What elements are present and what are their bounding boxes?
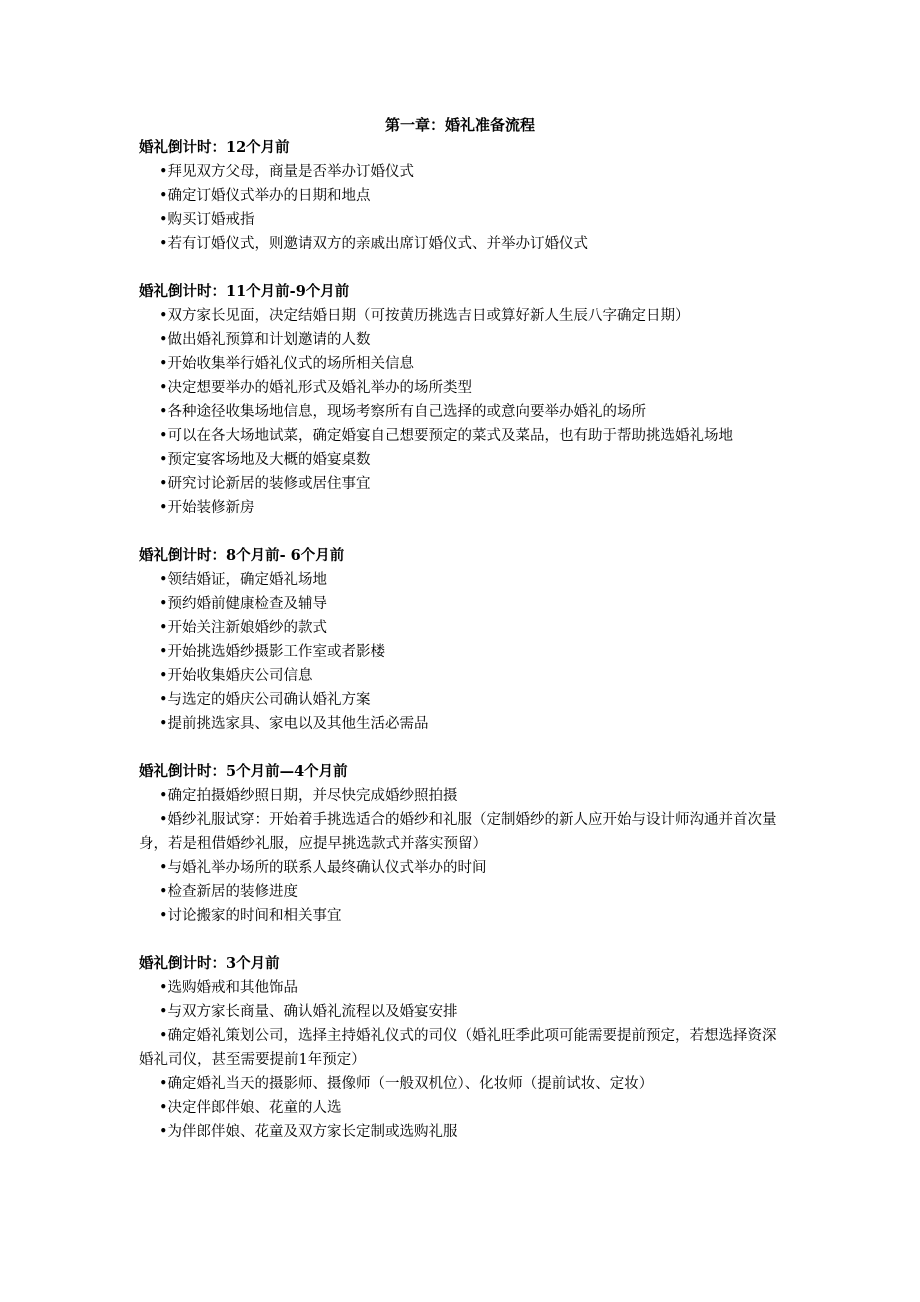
list-item: •若有订婚仪式，则邀请双方的亲戚出席订婚仪式、并举办订婚仪式 [159,236,589,252]
list-item: •决定想要举办的婚礼形式及婚礼举办的场所类型 [159,380,473,396]
list-item: •确定订婚仪式举办的日期和地点 [159,188,371,204]
list-item: •开始收集举行婚礼仪式的场所相关信息 [159,356,415,372]
section-heading: 婚礼倒计时：3个月前 [139,955,280,972]
list-item: •做出婚礼预算和计划邀请的人数 [159,332,371,348]
list-item: •选购婚戒和其他饰品 [159,980,299,996]
section-heading: 婚礼倒计时：11个月前-9个月前 [139,283,350,300]
list-item: •提前挑选家具、家电以及其他生活必需品 [159,716,429,732]
list-item: •开始收集婚庆公司信息 [159,668,313,684]
section-11-9-months [139,280,789,520]
list-item: •确定拍摄婚纱照日期，并尽快完成婚纱照拍摄 [159,788,458,804]
list-item: •研究讨论新居的装修或居住事宜 [159,476,371,492]
list-item: •开始挑选婚纱摄影工作室或者影楼 [159,644,386,660]
list-item: •可以在各大场地试菜，确定婚宴自己想要预定的菜式及菜品，也有助于帮助挑选婚礼场地 [159,428,734,444]
list-item: •确定婚礼当天的摄影师、摄像师（一般双机位）、化妆师（提前试妆、定妆） [159,1076,654,1092]
section-3-months [139,952,789,1144]
section-12-months [139,136,789,256]
list-item: •讨论搬家的时间和相关事宜 [159,908,342,924]
list-item: •预定宴客场地及大概的婚宴桌数 [159,452,371,468]
list-item: •领结婚证，确定婚礼场地 [159,572,328,588]
list-item: •为伴郎伴娘、花童及双方家长定制或选购礼服 [159,1124,458,1140]
list-item: •拜见双方父母，商量是否举办订婚仪式 [159,164,415,180]
section-heading: 婚礼倒计时：8个月前- 6个月前 [139,547,345,564]
list-item: •预约婚前健康检查及辅导 [159,596,328,612]
document-body [139,136,789,1168]
section-8-6-months [139,544,789,736]
list-item: •开始关注新娘婚纱的款式 [159,620,328,636]
section-heading: 婚礼倒计时：12个月前 [139,139,290,156]
list-item: •购买订婚戒指 [159,212,255,228]
section-heading: 婚礼倒计时：5个月前—4个月前 [139,763,348,780]
list-item: •决定伴郎伴娘、花童的人选 [159,1100,342,1116]
list-item: •确定婚礼策划公司，选择主持婚礼仪式的司仪（婚礼旺季此项可能需要提前预定，若想选择资深婚礼司仪，甚至需要提前1年预定） [139,1028,777,1068]
list-item: •与选定的婚庆公司确认婚礼方案 [159,692,371,708]
list-item: •与双方家长商量、确认婚礼流程以及婚宴安排 [159,1004,458,1020]
list-item: •各种途径收集场地信息，现场考察所有自己选择的或意向要举办婚礼的场所 [159,404,647,420]
chapter-title: 第一章：婚礼准备流程 [384,116,535,134]
section-5-4-months [139,760,789,928]
list-item: •与婚礼举办场所的联系人最终确认仪式举办的时间 [159,860,487,876]
list-item: •检查新居的装修进度 [159,884,299,900]
list-item: •开始装修新房 [159,500,255,516]
list-item: •婚纱礼服试穿：开始着手挑选适合的婚纱和礼服（定制婚纱的新人应开始与设计师沟通并首次量身，若是租借婚纱礼服，应提早挑选款式并落实预留） [139,812,777,852]
list-item: •双方家长见面，决定结婚日期（可按黄历挑选吉日或算好新人生辰八字确定日期） [159,308,690,324]
